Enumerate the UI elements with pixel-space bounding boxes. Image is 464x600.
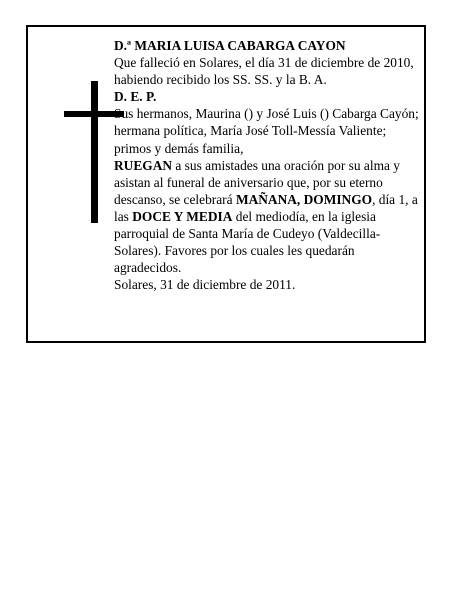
signoff-date: Solares, 31 de diciembre de 2011. bbox=[114, 277, 296, 293]
death-statement: Que falleció en Solares, el día 31 de diciembre de 2010, habiendo recibido los SS. SS. y la B. A. bbox=[114, 55, 414, 88]
dep-abbreviation: D. E. P. bbox=[114, 89, 157, 105]
obituary-notice-text bbox=[114, 37, 422, 293]
funeral-request bbox=[114, 157, 422, 277]
ruegan-label: RUEGAN bbox=[114, 157, 173, 173]
deceased-name: D.ª MARIA LUISA CABARGA CAYON bbox=[114, 38, 346, 53]
family-list: Sus hermanos, Maurina () y José Luis () Cabarga Cayón; hermana política, María José Toll-Messía Valiente; primos y demás familia, bbox=[114, 106, 419, 156]
request-text-3: del mediodía, en la iglesia parroquial de Santa María de Cudeyo (Valdecilla-Solares). Favores por los cuales les quedarán agradecidos. bbox=[114, 208, 381, 276]
request-text-2: , día 1, a las bbox=[114, 191, 418, 224]
cross-icon bbox=[91, 81, 98, 223]
funeral-time: DOCE Y MEDIA bbox=[132, 208, 233, 224]
request-text-1: a sus amistades una oración por su alma y asistan al funeral de aniversario que, por su eterno descanso, se celebrará bbox=[114, 157, 400, 207]
funeral-day: MAÑANA, DOMINGO bbox=[235, 191, 373, 207]
